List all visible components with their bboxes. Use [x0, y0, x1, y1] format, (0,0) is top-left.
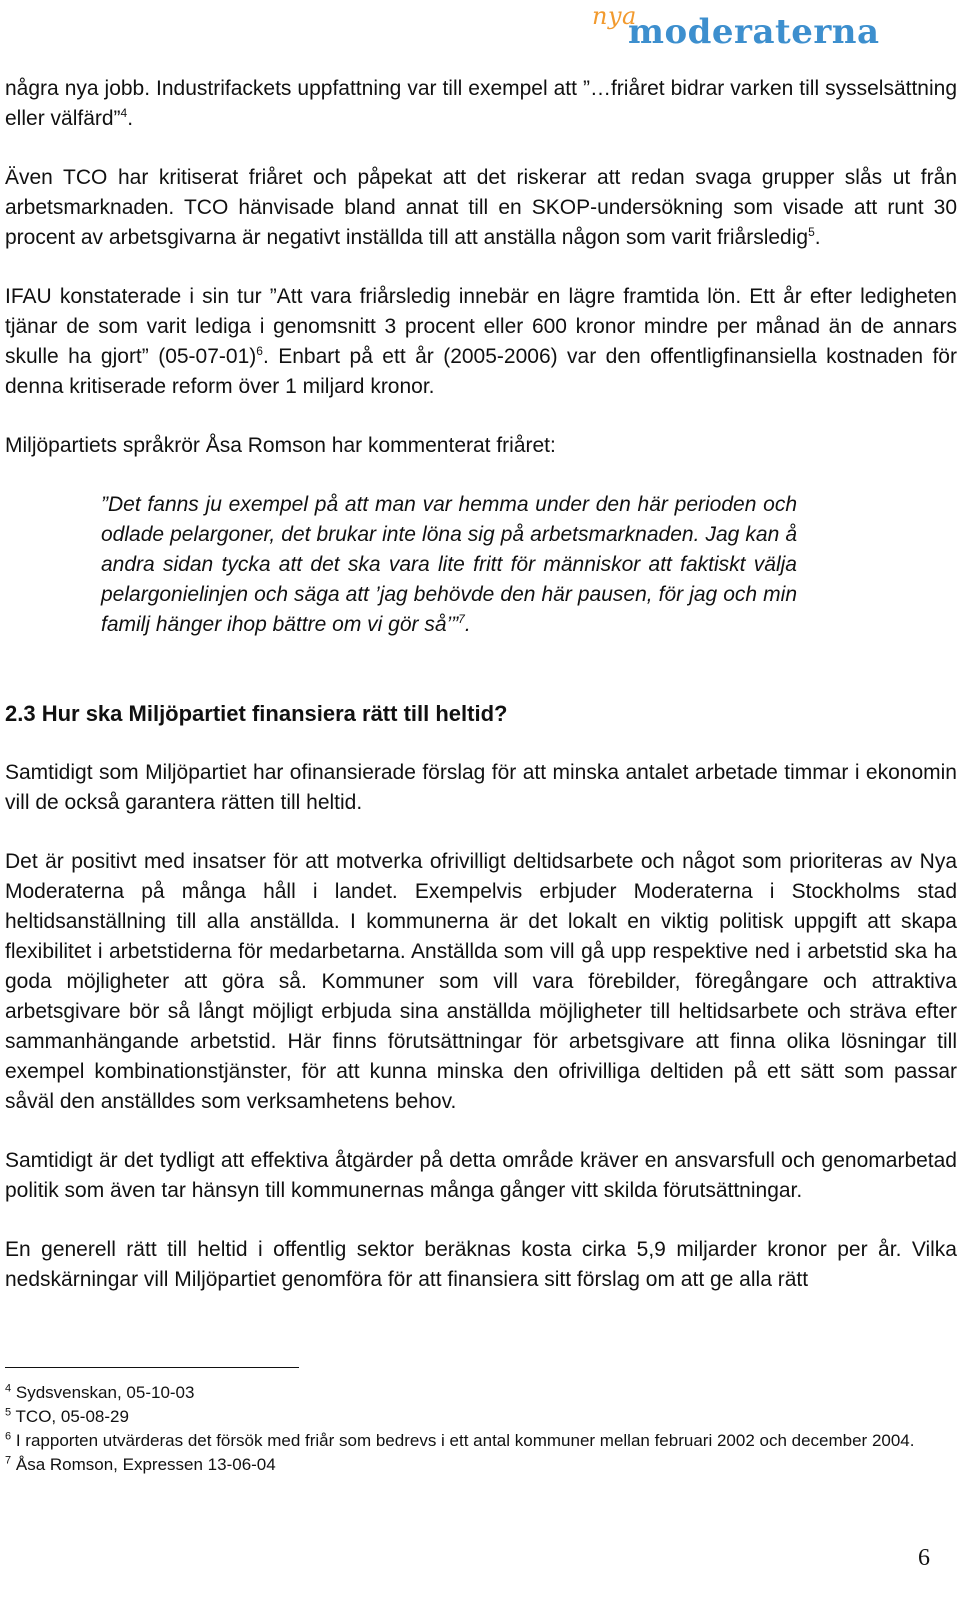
footnote-text: Åsa Romson, Expressen 13-06-04 [15, 1455, 276, 1474]
document-body [5, 74, 957, 1295]
footnote-text: I rapporten utvärderas det försök med friår som bedrevs i ett antal kommuner mellan februari 2002 och december 2004. [15, 1431, 915, 1450]
paragraph [5, 163, 957, 253]
paragraph [5, 74, 957, 134]
quote-end: . [464, 613, 471, 636]
footnote-ref: 5 [808, 225, 815, 239]
paragraph-end: . [814, 226, 821, 249]
footnote-text: Sydsvenskan, 05-10-03 [15, 1383, 195, 1402]
paragraph: En generell rätt till heltid i offentlig sektor beräknas kosta cirka 5,9 miljarder kronor per år. Vilka nedskärningar vill Miljöpartiet genomföra för att finansiera sitt förslag om att ge alla rätt [5, 1238, 957, 1291]
paragraph-end: . [127, 107, 134, 130]
footnote-ref: 7 [458, 612, 465, 626]
footnote-text: TCO, 05-08-29 [15, 1407, 129, 1426]
block-quote [101, 490, 797, 640]
paragraph-text: IFAU konstaterade i sin tur ”Att vara friårsledig innebär en lägre framtida lön. Ett år efter ledigheten tjänar de som varit lediga i genomsnitt 3 procent eller 600 kronor mindre per månad än de annars skulle ha gjort” (05-07-01) [5, 285, 957, 368]
paragraph: Det är positivt med insatser för att motverka ofrivilligt deltidsarbete och något som prioriteras av Nya Moderaterna på många håll i landet. Exempelvis erbjuder Moderaterna i Stockholms stad heltidsanställning till alla anställda. I kommunerna är det lokalt en viktig politisk uppgift att skapa flexibilitet i arbetstiderna för medarbetarna. Anställda som vill gå upp respektive ned i arbetstid ska ha goda möjligheter att göra så. Kommuner som vill vara förebilder, föregångare och attraktiva arbetsgivare bör så långt möjligt erbjuda sina anställda möjligheter till heltidsarbete och sträva efter sammanhängande arbetstid. Här finns förutsättningar för arbetsgivare att finna olika lösningar till exempel kombinationstjänster, för att kunna minska den ofrivilliga deltiden på ett sätt som passar såväl den anställdes som verksamhetens behov. [5, 850, 957, 1113]
footnote-number: 6 [5, 1430, 12, 1443]
footnotes [5, 1381, 935, 1477]
paragraph: Miljöpartiets språkrör Åsa Romson har kommenterat friåret: [5, 434, 556, 457]
footnote [5, 1453, 935, 1477]
logo-prefix: nya [592, 2, 637, 30]
footnote-ref: 6 [256, 344, 263, 358]
paragraph-text: Även TCO har kritiserat friåret och påpekat att det riskerar att redan svaga grupper slås ut från arbetsmarknaden. TCO hänvisade bland annat till en SKOP-undersökning som visade att runt 30 procent av arbetsgivarna är negativt inställda till att anställa någon som varit friårsledig [5, 166, 957, 249]
paragraph: Samtidigt är det tydligt att effektiva åtgärder på detta område kräver en ansvarsfull och genomarbetad politik som även tar hänsyn till kommunernas många gånger vitt skilda förutsättningar. [5, 1149, 957, 1202]
page-number: 6 [918, 1545, 930, 1571]
logo-name: moderaterna [628, 12, 880, 52]
paragraph [5, 282, 957, 402]
footnote [5, 1381, 935, 1405]
section-heading: 2.3 Hur ska Miljöpartiet finansiera rätt till heltid? [5, 701, 508, 726]
moderaterna-logo [588, 2, 880, 52]
footnote-separator [5, 1367, 299, 1368]
footnote [5, 1429, 935, 1453]
paragraph-text-cont: . Enbart på ett år (2005-2006) var den offentligfinansiella kostnaden för denna kritiserade reform över 1 miljard kronor. [5, 345, 957, 398]
paragraph: Samtidigt som Miljöpartiet har ofinansierade förslag för att minska antalet arbetade timmar i ekonomin vill de också garantera rätten till heltid. [5, 761, 957, 814]
footnote-number: 5 [5, 1406, 12, 1419]
footnote-number: 4 [5, 1382, 12, 1395]
paragraph-text: några nya jobb. Industrifackets uppfattning var till exempel att ”…friåret bidrar varken till sysselsättning eller välfärd” [5, 77, 957, 130]
quote-text: ”Det fanns ju exempel på att man var hemma under den här perioden och odlade pelargoner, det brukar inte löna sig på arbetsmarknaden. Jag kan å andra sidan tycka att det ska vara lite fritt för människor att faktiskt välja pelargonielinjen och säga att ’jag behövde den här pausen, för jag och min familj hänger ihop bättre om vi gör så’” [101, 493, 797, 636]
footnote-number: 7 [5, 1454, 12, 1467]
footnote-ref: 4 [120, 106, 128, 120]
footnote [5, 1405, 935, 1429]
